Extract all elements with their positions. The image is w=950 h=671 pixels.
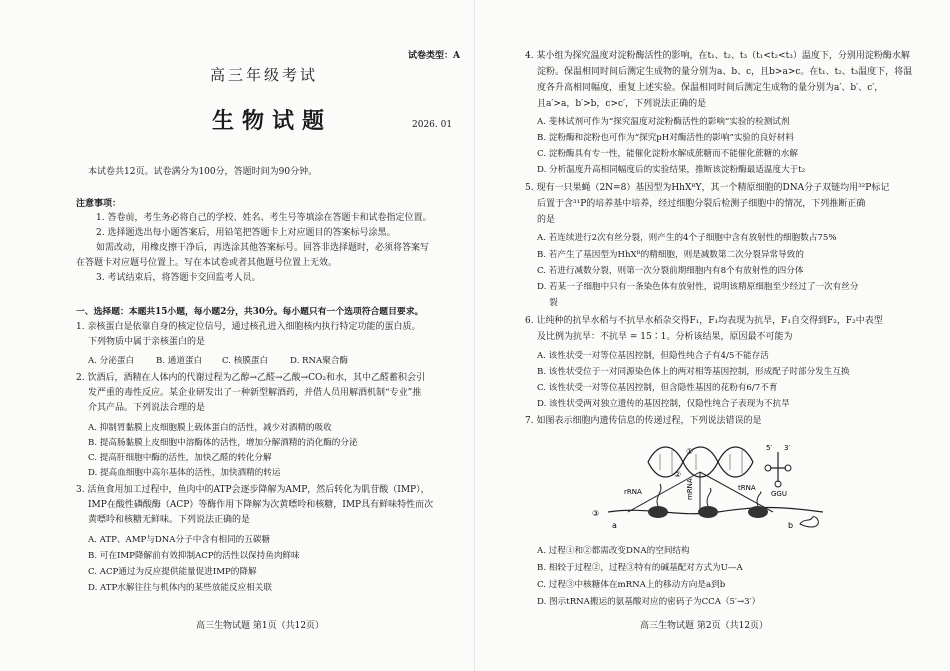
q1-option-c[interactable]: C. 核膜蛋白 — [222, 356, 269, 366]
q4-stem: 4. 某小组为探究温度对淀粉酶活性的影响，在t₁、t₂、t₃（t₁<t₂<t₃）温度下，分别用淀粉酶水解 — [525, 51, 910, 61]
exam-page-2 — [475, 0, 950, 671]
q2-stem: 发严重的毒性反应。某企业研发出了一种新型解酒药，并借人员用解酒机制“专业”推 — [88, 388, 422, 398]
diagram-label: 3′ — [784, 444, 791, 452]
notes-heading: 注意事项： — [76, 199, 122, 209]
gene-expression-diagram — [588, 432, 848, 537]
page-footer: 高三生物试题 第2页（共12页） — [640, 621, 769, 631]
note-line: 2. 选择题选出每小题答案后，用铅笔把答题卡上对应题目的答案标号涂黑。 — [96, 228, 396, 238]
q6-option-d[interactable]: D. 该性状受两对独立遗传的基因控制，仅隐性纯合子表现为不抗旱 — [537, 399, 790, 409]
subject-title: 生物试题 — [212, 108, 333, 134]
q2-option-c[interactable]: C. 提高肝细胞中酶的活性，加快乙醛的转化分解 — [88, 453, 272, 463]
q4-option-c[interactable]: C. 淀粉酶具有专一性，能催化淀粉水解成蔗糖而不能催化蔗糖的水解 — [537, 149, 798, 159]
q5-option-c[interactable]: C. 若进行减数分裂，则第一次分裂前期细胞内有8个有放射性的四分体 — [537, 266, 804, 276]
q6-stem: 及比例为抗旱：不抗旱 = 15∶1。分析该结果，原因最不可能为 — [537, 332, 793, 342]
page-footer: 高三生物试题 第1页（共12页） — [196, 621, 325, 631]
trna-icon — [770, 452, 786, 482]
note-line: 在答题卡对应题号位置上。写在本试卷或者其他题号位置上无效。 — [76, 258, 338, 268]
q6-stem: 6. 让纯种的抗旱水稻与不抗旱水稻杂交得F₁，F₁均表现为抗旱，F₁自交得到F₂，F₂中表型 — [525, 316, 883, 326]
q7-option-c[interactable]: C. 过程③中核糖体在mRNA上的移动方向是a到b — [537, 580, 726, 590]
q5-option-d[interactable]: D. 若某一子细胞中只有一条染色体有放射性，说明该精原细胞至少经过了一次有丝分 — [537, 282, 859, 292]
q4-stem: 且a′>a，b′>b，c>c′，下列说法正确的是 — [537, 99, 707, 109]
diagram-label: mRNA — [686, 478, 694, 500]
exam-date: 2026. 01 — [412, 120, 453, 130]
ribosome-icon — [648, 506, 668, 518]
q3-stem: IMP在酸性磷酸酶（ACP）等酶作用下降解为次黄嘌呤和核糖，IMP具有鲜味特性而次 — [88, 500, 434, 510]
q2-stem: 2. 饮酒后，酒精在人体内的代谢过程为乙醇→乙醛→乙酸→CO₂和水，其中乙醛蓄积会引 — [76, 373, 425, 383]
trna-arrow — [700, 472, 773, 512]
q5-option-a[interactable]: A. 若连续进行2次有丝分裂，则产生的4个子细胞中含有放射性的细胞数占75% — [537, 233, 837, 243]
q4-stem: 淀粉。保温相同时间后测定生成物的量分别为a、b、c，且b>a>c。在t₁、t₂、t₃温度下，将温 — [537, 67, 913, 77]
q3-stem: 黄嘌呤和核糖无鲜味。下列说法正确的是 — [88, 515, 251, 525]
q5-stem: 后置于含³¹P的培养基中培养，经过细胞分裂后检测子细胞中的情况，下列推断正确 — [537, 199, 866, 209]
diagram-label: b — [788, 521, 794, 530]
q1-option-d[interactable]: D. RNA聚合酶 — [290, 356, 349, 366]
q6-option-c[interactable]: C. 该性状受一对等位基因控制，但含隐性基因的花粉有6/7不育 — [537, 383, 778, 393]
q1-stem: 1. 亲核蛋白是依靠自身的核定位信号，通过核孔进入细胞核内执行特定功能的蛋白质。 — [76, 322, 421, 332]
q4-stem: 度各升高相同幅度，重复上述实验。保温相同时间后测定生成物的量分别为a′、b′、c′， — [537, 83, 884, 93]
ribosome-icon — [698, 506, 718, 518]
q5-stem: 的是 — [537, 215, 556, 225]
diagram-label: 5′ — [766, 444, 773, 452]
q4-option-b[interactable]: B. 淀粉酶和淀粉也可作为“探究pH对酶活性的影响”实验的良好材料 — [537, 133, 794, 143]
q2-stem: 介其产品。下列说法合理的是 — [88, 403, 206, 413]
note-line: 如需改动，用橡皮擦干净后，再选涂其他答案标号。回答非选择题时，必须将答案写 — [96, 243, 430, 253]
exam-type-label: 试卷类型：A — [408, 51, 460, 61]
q4-option-d[interactable]: D. 分析温度升高相同幅度后的实验结果，推断该淀粉酶最适温度大于t₂ — [537, 165, 806, 175]
q1-option-a[interactable]: A. 分泌蛋白 — [88, 356, 135, 366]
note-line: 1. 答卷前，考生务必将自己的学校、姓名、考生号等填涂在答题卡和试卷指定位置。 — [96, 213, 432, 223]
diagram-label: ② — [674, 470, 682, 479]
diagram-label: ③ — [592, 509, 600, 518]
q3-stem: 3. 活鱼食用加工过程中，鱼肉中的ATP会逐步降解为AMP，然后转化为肌苷酸（IMP）， — [76, 485, 430, 495]
q3-option-d[interactable]: D. ATP水解往往与机体内的某些放能反应相关联 — [88, 583, 272, 593]
q3-option-a[interactable]: A. ATP、AMP与DNA分子中含有相同的五碳糖 — [88, 535, 271, 545]
diagram-label: rRNA — [624, 488, 642, 496]
q3-option-b[interactable]: B. 可在IMP降解前有效抑制ACP的活性以保持鱼肉鲜味 — [88, 551, 300, 561]
q2-option-b[interactable]: B. 提高肠黏膜上皮细胞中溶酶体的活性，增加分解酒精的消化酶的分泌 — [88, 438, 358, 448]
q7-option-b[interactable]: B. 相较于过程②，过程③特有的碱基配对方式为U—A — [537, 563, 743, 573]
polypeptide-icon — [800, 517, 818, 527]
q7-option-a[interactable]: A. 过程①和②都需改变DNA的空间结构 — [537, 546, 690, 556]
ribosome-icon — [748, 506, 768, 518]
q4-option-a[interactable]: A. 斐林试剂可作为“探究温度对淀粉酶活性的影响”实验的检测试剂 — [537, 117, 790, 127]
q5-option-d-cont: 裂 — [549, 298, 558, 308]
diagram-label: GGU — [771, 490, 787, 498]
q7-stem: 7. 如图表示细胞内遗传信息的传递过程，下列说法错误的是 — [525, 416, 762, 426]
q5-stem: 5. 现有一只果蝇（2N=8）基因型为HhXᴮY，其一个精原细胞的DNA分子双链均用³²P标记 — [525, 183, 890, 193]
q2-option-a[interactable]: A. 抑制胃黏膜上皮细胞膜上载体蛋白的活性，减少对酒精的吸收 — [88, 423, 332, 433]
q5-option-b[interactable]: B. 若产生了基因型为HhXᴮ的精细胞，则是减数第二次分裂异常导致的 — [537, 250, 804, 260]
diagram-label: a — [612, 521, 617, 530]
intro-text: 本试卷共12页。试卷满分为100分，答题时间为90分钟。 — [88, 167, 318, 177]
q1-option-b[interactable]: B. 通道蛋白 — [156, 356, 203, 366]
section-heading: 一、选择题：本题共15小题，每小题2分，共30分。每小题只有一个选项符合题目要求。 — [76, 307, 424, 317]
q1-stem: 下列物质中属于亲核蛋白的是 — [88, 337, 206, 347]
diagram-label: ① — [686, 447, 694, 456]
q3-option-c[interactable]: C. ACP通过为反应提供能量促进IMP的降解 — [88, 567, 257, 577]
q7-option-d[interactable]: D. 图示tRNA搬运的氨基酸对应的密码子为CCA（5′→3′） — [537, 597, 761, 607]
q6-option-a[interactable]: A. 该性状受一对等位基因控制，但隐性纯合子有4/5不能存活 — [537, 351, 769, 361]
q2-option-d[interactable]: D. 提高血细胞中高尔基体的活性，加快酒精的转运 — [88, 468, 281, 478]
diagram-label: tRNA — [738, 484, 756, 492]
grade-title: 高三年级考试 — [210, 66, 319, 84]
note-line: 3. 考试结束后，将答题卡交回监考人员。 — [96, 273, 261, 283]
q6-option-b[interactable]: B. 该性状受位于一对同源染色体上的两对相等基因控制，形成配子时部分发生互换 — [537, 367, 850, 377]
